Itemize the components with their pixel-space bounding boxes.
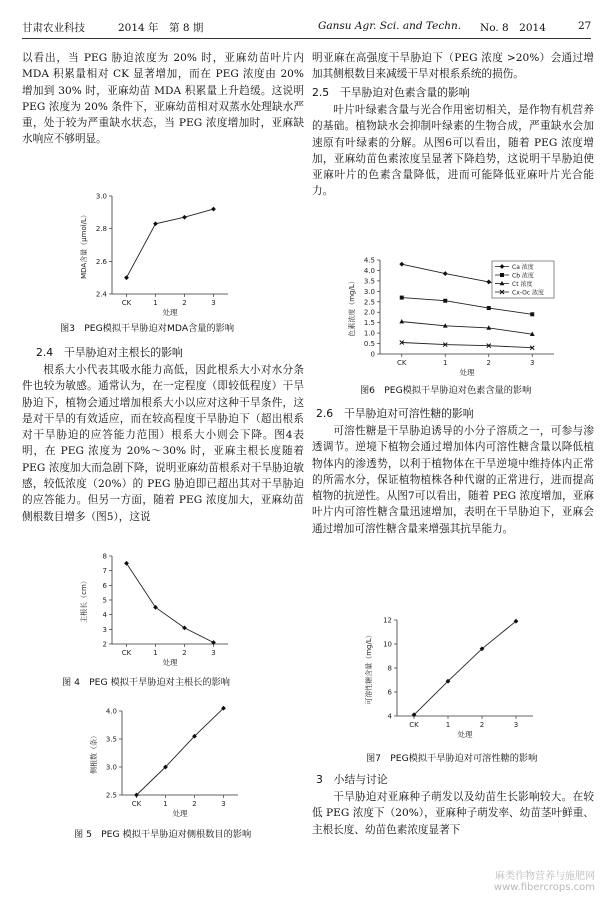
series-line-1 [402,298,533,315]
page-number: 27 [578,20,592,32]
watermark-title: 麻类作物营养与施肥网 [495,871,595,882]
x-tick-label: CK [397,359,407,367]
y-tick-label: 0.5 [363,340,375,349]
series-line [127,209,214,278]
y-tick-label: 2.5 [363,298,375,307]
data-point [400,296,404,300]
journal-name: 甘肃农业科技 [22,22,85,34]
header-rule [22,38,591,39]
series-line [137,708,224,795]
paragraph-text: 可溶性糖是干旱胁迫诱导的小分子溶质之一，可参与渗透调节。逆境下植物会通过增加体内可溶性糖含量以降低植物体内的渗透势，以利于植物体在干旱逆境中维持体内正常的所需水分，保证植物植株各种代谢的正常进行，进而提高植物的抗逆性。从图7可以看出，随着 PEG 浓度增加，亚麻叶片内可溶性糖含量迅速增加，表明在干旱胁迫下，亚麻会通过增加可溶性糖含量来增强其抗旱能力。 [312,425,594,535]
x-tick-label: 2 [182,299,187,307]
x-axis-title: 处理 [172,809,188,818]
x-tick-label: 1 [445,721,451,729]
paragraph-text: 叶片叶绿素含量与光合作用密切相关，是作物有机营养的基础。植物缺水会抑制叶绿素的生物合成，严重缺水会加速原有叶绿素的分解。从图6可以看出，随着 PEG 浓度增加，亚麻幼苗色素浓度呈显著下降趋势，这说明干旱胁迫使亚麻叶片的色素含量降低，进而可能降低亚麻叶片光合能力。 [312,104,594,198]
series-line [127,563,214,642]
figure-4-caption: 图 4 PEG 模拟干旱胁迫对主根长的影响 [62,677,230,688]
section-2-6-heading: 2.6 干旱胁迫对可溶性糖的影响 [316,407,474,420]
y-tick-label: 2 [102,640,107,649]
x-tick-label: 2 [479,721,485,729]
paragraph-text: 明亚麻在高强度干旱胁迫下（PEG 浓度 >20%）会通过增加其侧根数目来减缓干旱对根系系统的损伤。 [312,52,594,81]
y-tick-label: 7 [102,567,107,576]
right-paragraph-4 [312,789,594,838]
section-2-4-heading: 2.4 干旱胁迫对主根长的影响 [36,346,183,359]
y-axis-title: 主根长（cm） [80,577,88,623]
x-tick-label: 2 [192,800,197,808]
x-tick-label: 3 [211,649,216,657]
x-tick-label: CK [131,800,142,808]
legend-marker [500,273,504,277]
right-paragraph-2 [312,102,594,200]
y-tick-label: 1.5 [363,319,375,328]
section-2-5-heading: 2.5 干旱胁迫对色素含量的影响 [312,86,470,99]
watermark-url: www.fibercrops.com [493,882,595,893]
figure-3-chart [70,188,240,320]
legend-label: Cx-Oc 浓度 [512,289,545,297]
journal-english-name: Gansu Agr. Sci. and Techn. [318,20,462,32]
y-tick-label: 3.0 [363,287,375,296]
x-tick-label: 1 [153,299,158,307]
data-point [211,207,216,212]
y-tick-label: 5 [102,596,107,605]
y-axis-title: MDA含量（μmol/L） [80,211,88,279]
left-paragraph-2 [22,362,304,525]
data-point [443,271,448,276]
figure-3-caption: 图3 PEG模拟干旱胁迫对MDA含量的影响 [60,323,235,334]
y-tick-label: 4 [102,611,107,620]
x-tick-label: CK [121,649,132,657]
data-point [124,561,129,566]
x-tick-label: CK [121,299,132,307]
x-tick-label: 3 [221,800,226,808]
x-tick-label: 3 [530,359,535,367]
x-tick-label: 1 [153,649,158,657]
y-tick-label: 2.6 [95,257,107,266]
issue-number: No. 8 2014 [480,22,546,34]
data-point [530,312,534,316]
y-tick-label: 4.0 [363,266,375,275]
figure-7-chart [355,612,545,742]
figure-5-caption: 图 5 PEG 模拟干旱胁迫对侧根数目的影响 [74,829,252,840]
y-axis-title: 可溶性糖含量（mg/L） [365,631,373,705]
y-axis-title: 色素浓度（mg/L） [348,277,356,337]
y-tick-label: 8 [102,552,107,561]
data-point [153,221,158,226]
figure-4-chart [70,548,240,670]
y-tick-label: 4.0 [105,707,117,716]
year-issue: 2014 年 第 8 期 [118,22,204,34]
y-tick-label: 0 [370,350,375,359]
y-tick-label: 3.5 [363,277,375,286]
legend-label: Cb 浓度 [512,272,534,280]
figure-7-caption: 图7 PEG模拟干旱胁迫对可溶性糖的影响 [366,753,538,764]
x-tick-label: 1 [163,800,168,808]
data-point [399,262,404,267]
x-tick-label: 2 [182,649,187,657]
y-tick-label: 2.4 [95,290,107,299]
data-point [443,299,447,303]
series-line-2 [402,322,533,335]
x-tick-label: 1 [443,359,448,367]
y-tick-label: 4 [387,712,392,721]
x-axis-title: 处理 [457,730,473,739]
x-axis-title: 处理 [459,368,475,377]
series-line [414,621,516,715]
y-tick-label: 6 [387,688,392,697]
y-tick-label: 8 [387,664,392,673]
section-3-heading: 3 小结与讨论 [316,773,388,786]
y-tick-label: 12 [383,616,392,625]
legend-label: Ca 浓度 [512,263,534,271]
figure-5-chart [80,703,250,821]
right-paragraph-1 [312,50,594,83]
legend-label: Ct 浓度 [512,280,533,288]
y-tick-label: 3.0 [95,192,107,201]
x-axis-title: 处理 [162,658,178,667]
y-tick-label: 10 [383,640,392,649]
paragraph-text: 以看出，当 PEG 胁迫浓度为 20% 时，亚麻幼苗叶片内 MDA 积累量相对 CK 显著增加，而在 PEG 浓度由 20% 增加到 30% 时，亚麻幼苗 MDA 积累量上升趋缓。这说明 PEG 浓度为 20% 条件下，亚麻幼苗相对双蒸水处理缺水严重，处于较为严重缺水状态，当 PEG 浓度增加时，亚麻缺水响应不够明显。 [22,52,304,146]
y-tick-label: 2.8 [95,225,107,234]
y-tick-label: 4.5 [363,256,375,265]
y-tick-label: 1.0 [363,329,375,338]
figure-6-chart [340,252,562,380]
y-tick-label: 3.0 [105,763,117,772]
data-point [486,280,491,285]
watermark [494,871,595,893]
y-tick-label: 6 [102,581,107,590]
paragraph-text: 根系大小代表其吸水能力高低，因此根系大小对水分条件也较为敏感。通常认为，在一定程度（即较低程度）干旱胁迫下，植物会通过增加根系大小以应对这种干旱条件，这是对干旱的有效适应，而在较高程度干旱胁迫下（超出根系对干旱胁迫的应答能力范围）根系大小则会下降。图4表明，在 PEG 浓度为 20%～30% 时，亚麻主根长度随着 PEG 浓度加大而急剧下降，说明亚麻幼苗根系对干旱胁迫敏感，较低浓度（20%）的 PEG 胁迫即已超出其对干旱胁迫的应答能力。但另一方面，随着 PEG 浓度加大，亚麻幼苗侧根数目增多（图5），这说 [22,364,304,523]
x-tick-label: CK [409,721,419,729]
data-point [399,319,404,323]
series-line-3 [402,343,533,348]
data-point [487,306,491,310]
y-tick-label: 3 [102,625,107,634]
figure-6-caption: 图6 PEG模拟干旱胁迫对色素含量的影响 [360,385,532,396]
x-tick-label: 2 [486,359,491,367]
y-tick-label: 3.5 [105,735,117,744]
left-paragraph-1 [22,50,304,148]
y-tick-label: 2.0 [363,308,375,317]
x-tick-label: 3 [211,299,216,307]
y-axis-title: 侧根数（条） [90,732,98,774]
x-tick-label: 3 [513,721,519,729]
x-axis-title: 处理 [162,308,178,317]
y-tick-label: 2.5 [105,791,117,800]
paragraph-text: 干旱胁迫对亚麻种子萌发以及幼苗生长影响较大。在较低 PEG 浓度下（20%），亚麻种子萌发率、幼苗茎叶鲜重、主根长度、幼苗色素浓度显著下 [312,791,594,836]
data-point [182,215,187,220]
data-point [124,275,129,280]
right-paragraph-3 [312,423,594,537]
